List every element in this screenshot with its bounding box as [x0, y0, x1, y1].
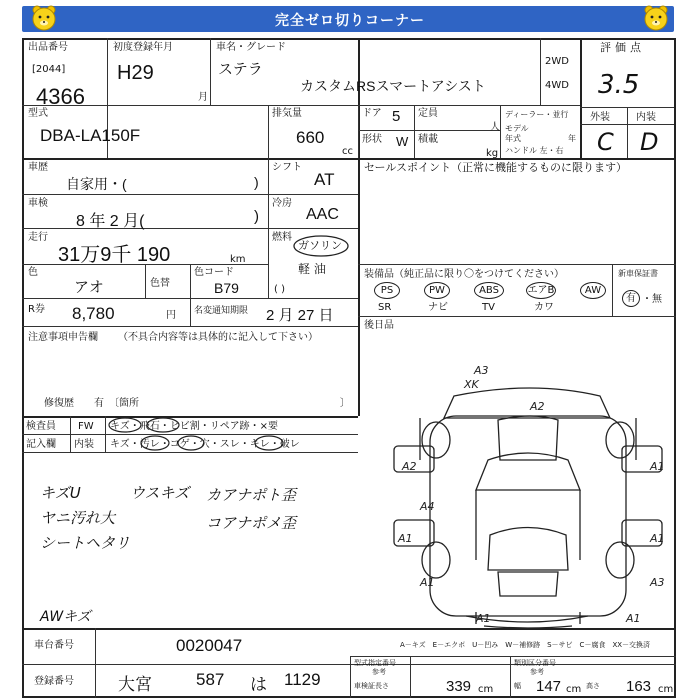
inspection-close: )	[254, 208, 259, 225]
recycle-yes: 有	[622, 290, 640, 307]
score-int-label: 内装	[636, 112, 656, 123]
fuel-gas: ガソリン	[298, 239, 342, 252]
shape-value: W	[396, 134, 409, 149]
color-label: 色	[28, 267, 38, 278]
equip-tv: TV	[482, 302, 495, 313]
damage-mark: A1	[476, 612, 491, 625]
shift-label: シフト	[272, 162, 302, 173]
color-change-label: 色替	[150, 278, 170, 289]
dealer-year: 年式	[505, 134, 521, 143]
equip-navi: ナビ	[428, 302, 448, 313]
namechange-value: 2 月 27 日	[266, 307, 334, 324]
equip-pw: PW	[424, 282, 450, 299]
bear-mascot-icon	[642, 4, 670, 32]
chassis-label: 車台番号	[34, 640, 74, 651]
height-label: 高さ	[586, 682, 600, 690]
equipment-label: 装備品（純正品に限り〇をつけてください）	[364, 269, 564, 280]
dealer-handle: ハンドル 左・右	[505, 146, 564, 155]
width-label: 幅	[514, 682, 521, 690]
inspection-value: 8 年 2 月(	[76, 213, 145, 230]
model-grade: カスタムRSスマートアシスト	[300, 78, 486, 94]
hand-note-light: ウスキズ	[130, 484, 190, 502]
length-label: 車検証長さ	[354, 682, 389, 690]
repair-close: 〕	[340, 398, 350, 409]
equip-aw: AW	[580, 282, 606, 299]
damage-mark: A3	[650, 576, 665, 589]
length-unit: cm	[478, 684, 494, 695]
height-value: 163	[626, 678, 652, 695]
approval-ref: 参考	[372, 668, 386, 676]
approval-label: 型式指定番号	[354, 659, 396, 667]
hand-note-seat: シートヘタリ	[40, 534, 131, 552]
mileage-label: 走行	[28, 232, 48, 243]
plate-number: 1129	[284, 670, 321, 689]
plate-class: 587	[196, 670, 225, 689]
hand-note-scratch: キズU	[40, 484, 81, 502]
score-ext: C	[597, 128, 614, 156]
rcert-unit: 円	[166, 310, 176, 321]
check-row2: キズ・汚レ・コゲ・穴・スレ・キレ・破レ	[110, 439, 300, 450]
lot-label: 出品番号	[28, 42, 68, 53]
damage-mark: A4	[420, 500, 435, 513]
drive-2wd: 2WD	[545, 56, 569, 67]
height-unit: cm	[658, 684, 674, 695]
notes-label: 注意事項申告欄	[28, 332, 98, 343]
mileage-value: 31万9千 190	[58, 244, 171, 266]
damage-mark: A1	[420, 576, 435, 589]
damage-mark: A2	[402, 460, 417, 473]
capacity-label: 定員	[418, 108, 438, 119]
doors-value: 5	[392, 108, 401, 125]
notes-sub: （不具合内容等は具体的に記入して下さい）	[118, 332, 318, 343]
header-title: 完全ゼロ切りコーナー	[275, 13, 425, 29]
displacement-value: 660	[296, 128, 325, 147]
bear-mascot-icon	[30, 4, 58, 32]
check-int-label: 内装	[74, 439, 94, 450]
car-diagram	[380, 360, 676, 636]
hand-note-aw: AWキズ	[40, 609, 91, 625]
score-int: D	[640, 128, 659, 156]
fuel-label: 燃料	[272, 232, 292, 243]
plate-area: 大宮	[118, 675, 152, 694]
check-label2: 記入欄	[26, 439, 56, 450]
load-label: 積載	[418, 134, 438, 145]
score-ext-label: 外装	[590, 112, 610, 123]
reg-year: H29	[117, 62, 154, 84]
rcert-value: 8,780	[72, 304, 115, 323]
damage-mark: A1	[626, 612, 641, 625]
score-value: 3.5	[598, 70, 640, 100]
reg-label: 初度登録年月	[113, 42, 173, 53]
history-label: 車歴	[28, 162, 48, 173]
namechange-label: 名変通知期限	[194, 306, 249, 316]
drive-4wd: 4WD	[545, 80, 569, 91]
rcert-label: R券	[28, 304, 45, 315]
seat-label: 後日品	[364, 320, 394, 331]
damage-mark: A1	[650, 460, 665, 473]
check-fw: FW	[78, 421, 94, 432]
ac-value: AAC	[306, 206, 339, 223]
damage-mark: A1	[650, 532, 665, 545]
displacement-unit: cc	[342, 146, 353, 157]
category-ref: 参考	[530, 668, 544, 676]
fuel-paren: ( )	[274, 284, 285, 295]
type-label: 型式	[28, 108, 48, 119]
repair-label: 修復歴 有 〔箇所	[44, 398, 139, 409]
hand-note-r2: コアナポメ歪	[206, 514, 297, 532]
hand-note-tar: ヤニ汚れ大	[40, 509, 116, 527]
fuel-diesel: 軽 油	[298, 262, 326, 276]
category-label: 類別区分番号	[514, 659, 556, 667]
diagram-legend: A－キズ E－エクボ U－凹み W－補修跡 S－サビ C－腐食 XX－交換済	[400, 641, 651, 649]
model-name: ステラ	[218, 61, 263, 78]
width-unit: cm	[566, 684, 582, 695]
check-circle-marks	[105, 416, 358, 452]
ac-label: 冷房	[272, 198, 292, 209]
recycle-label: 新車保証書	[618, 269, 658, 278]
capacity-unit: 人	[490, 122, 500, 133]
equip-sr: SR	[378, 302, 392, 313]
dealer-year-unit: 年	[568, 134, 576, 143]
equip-leather: カワ	[534, 302, 554, 313]
plate-kana: は	[250, 675, 267, 694]
recycle-no: ・無	[642, 294, 662, 305]
inspection-label: 車検	[28, 198, 48, 209]
shape-label: 形状	[362, 134, 382, 145]
type-value: DBA-LA150F	[40, 126, 141, 145]
damage-mark: A3	[474, 364, 489, 377]
damage-mark: A2	[530, 400, 545, 413]
color-value: アオ	[74, 279, 104, 296]
color-code: B79	[214, 280, 239, 296]
history-value: 自家用・(	[66, 176, 127, 192]
check-label1: 検査員	[26, 421, 56, 432]
hand-note-r1: カアナポト歪	[206, 486, 297, 504]
width-value: 147	[536, 678, 562, 695]
chassis-value: 0020047	[176, 636, 243, 655]
equip-ps: PS	[374, 282, 400, 299]
load-unit: kg	[486, 148, 499, 159]
model-label: 車名・グレード	[216, 42, 286, 53]
sales-label: セールスポイント（正常に機能するものに限ります）	[364, 161, 628, 174]
length-value: 339	[446, 678, 472, 695]
plate-label: 登録番号	[34, 676, 74, 687]
reg-month-unit: 月	[198, 92, 208, 103]
dealer-model: モデル	[505, 124, 529, 133]
score-label: 評価点	[600, 41, 645, 54]
check-row1: キズ・飛石・ヒビ割・リペア跡・×要	[110, 421, 278, 432]
dealer-label: ディーラー・並行	[505, 110, 569, 119]
damage-mark: XK	[464, 378, 479, 391]
equip-abs: ABS	[474, 282, 504, 299]
doors-label: ドア	[362, 108, 382, 119]
shift-value: AT	[314, 170, 335, 189]
mileage-unit: km	[230, 254, 246, 265]
lot-sub: [2044]	[32, 64, 66, 75]
history-close: )	[254, 174, 259, 190]
lot-number: 4366	[36, 84, 85, 109]
fuel-circle-mark	[292, 234, 350, 258]
color-code-label: 色コード	[194, 267, 234, 278]
equip-airbag: エアB	[526, 282, 556, 299]
damage-mark: A1	[398, 532, 413, 545]
displacement-label: 排気量	[272, 108, 302, 119]
